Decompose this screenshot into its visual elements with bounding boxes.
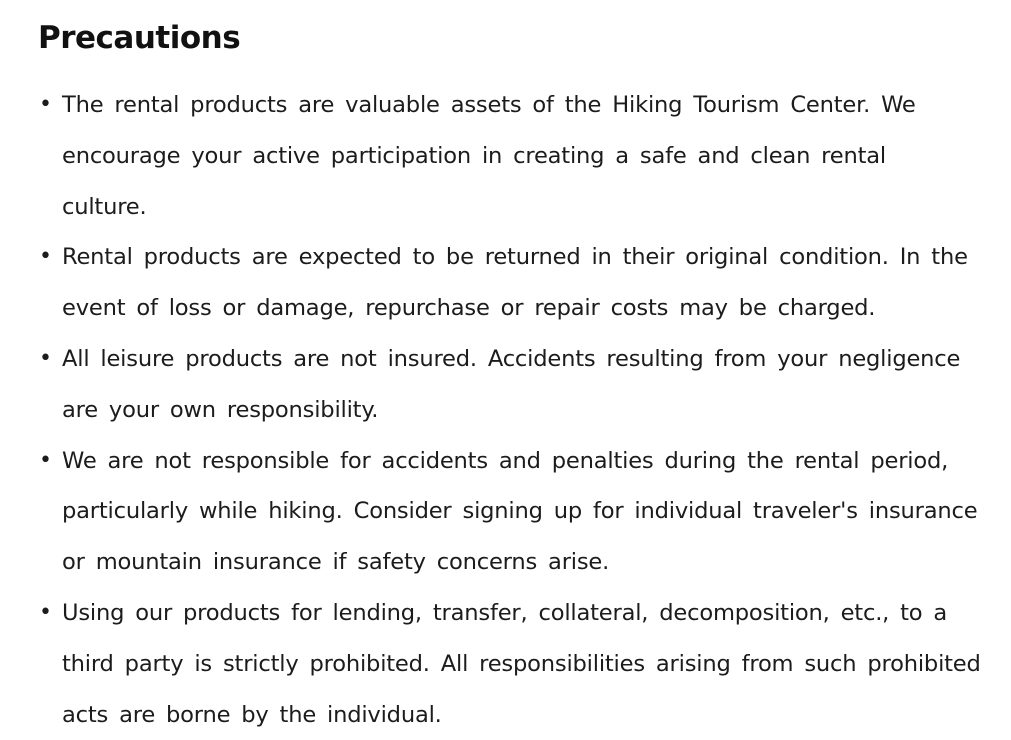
bullet-icon: •	[39, 244, 52, 270]
list-item-text: We are not responsible for accidents and penalties during the rental period, particularly while hiking. Consider signing up for individual traveler's insurance or mountain insurance if safety concerns arise.	[62, 447, 978, 576]
list-item	[38, 436, 981, 588]
list-item-text: All leisure products are not insured. Accidents resulting from your negligence are your own responsibility.	[62, 345, 961, 423]
bullet-icon: •	[39, 92, 52, 117]
page-title: Precautions	[38, 20, 241, 56]
list-item	[38, 80, 981, 232]
list-item	[38, 232, 981, 334]
precautions-list	[38, 80, 981, 740]
list-item-text: The rental products are valuable assets of the Hiking Tourism Center. We encourage your active participation in creating a safe and clean rental culture.	[62, 92, 916, 220]
bullet-icon: •	[39, 599, 52, 625]
list-item-text: Using our products for lending, transfer, collateral, decomposition, etc., to a third party is strictly prohibited. All responsibilities arising from such prohibited acts are borne by the individual.	[62, 599, 981, 728]
list-item	[38, 334, 981, 436]
bullet-icon: •	[39, 345, 52, 371]
bullet-icon: •	[39, 447, 52, 473]
list-item	[38, 588, 981, 740]
list-item-text: Rental products are expected to be returned in their original condition. In the event of loss or damage, repurchase or repair costs may be charged.	[62, 244, 968, 322]
